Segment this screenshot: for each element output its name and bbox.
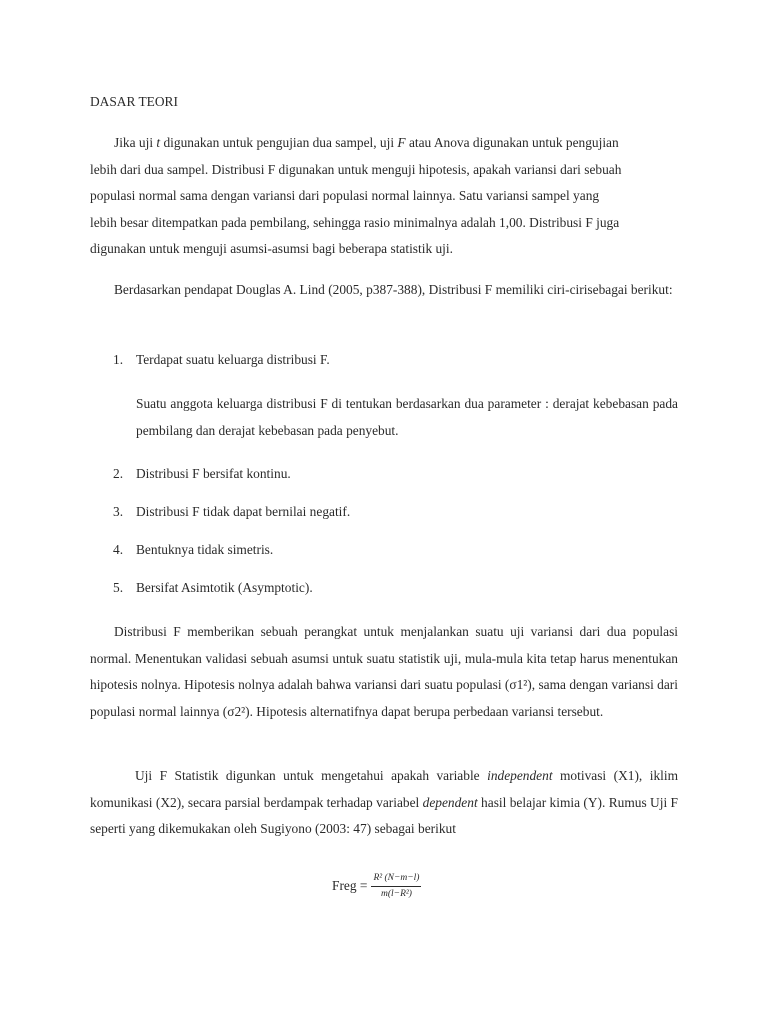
paragraph-intro xyxy=(90,130,678,263)
symbol-f: F xyxy=(397,135,406,150)
paragraph-line: Jika uji t digunakan untuk pengujian dua sampel, uji F atau Anova digunakan untuk pengujian xyxy=(114,135,619,150)
paragraph-line: digunakan untuk menguji asumsi-asumsi bagi beberapa statistik uji. xyxy=(90,241,453,257)
paragraph-line: lebih besar ditempatkan pada pembilang, sehingga rasio minimalnya adalah 1,00. Distribusi F juga xyxy=(90,214,620,230)
paragraph-line: populasi normal sama dengan variansi dari populasi normal lainnya. Satu variansi sampel yang xyxy=(90,188,600,204)
formula-fraction xyxy=(371,872,421,901)
formula-denominator: m(l−R²) xyxy=(381,888,412,899)
list-item: 1. Terdapat suatu keluarga distribusi F. xyxy=(113,352,330,367)
paragraph-line: lebih dari dua sampel. Distribusi F digunakan untuk menguji hipotesis, apakah variansi dari sebuah xyxy=(90,161,622,177)
paragraph-uji-f: Uji F Statistik digunkan untuk mengetahui apakah variable independent motivasi (X1), iklim komunikasi (X2), secara parsial berdampak terhadap variabel dependent hasil belajar kimia (Y). Rumus Uji F seperti yang dikemukakan oleh Sugiyono (2003: 47) sebagai berikut xyxy=(90,768,678,837)
list-item: 2. Distribusi F bersifat kontinu. xyxy=(113,466,291,481)
paragraph-lind: Berdasarkan pendapat Douglas A. Lind (2005, p387-388), Distribusi F memiliki ciri-cirisebagai berikut: xyxy=(114,282,673,297)
formula-lhs: Freg = xyxy=(332,878,368,893)
formula-freg xyxy=(332,868,421,904)
list-item: 5. Bersifat Asimtotik (Asymptotic). xyxy=(113,580,313,595)
paragraph-distribusi: Distribusi F memberikan sebuah perangkat untuk menjalankan suatu uji variansi dari dua populasi normal. Menentukan validasi sebuah asumsi untuk suatu statistik uji, mula-mula kita tetap harus menentukan hipotesis nolnya. Hipotesis nolnya adalah bahwa variansi dari suatu populasi (σ1²), sama dengan variansi dari populasi normal lainnya (σ2²). Hipotesis alternatifnya dapat berupa perbedaan variansi tersebut. xyxy=(90,624,678,719)
list-item: 3. Distribusi F tidak dapat bernilai negatif. xyxy=(113,504,351,519)
formula-numerator: R² (N−m−l) xyxy=(371,872,421,887)
list-item-description: Suatu anggota keluarga distribusi F di tentukan berdasarkan dua parameter : derajat kebebasan pada pembilang dan derajat kebebasan pada penyebut. xyxy=(136,396,678,438)
symbol-t: t xyxy=(156,135,161,150)
section-heading: DASAR TEORI xyxy=(90,94,178,109)
list-item: 4. Bentuknya tidak simetris. xyxy=(113,542,274,557)
